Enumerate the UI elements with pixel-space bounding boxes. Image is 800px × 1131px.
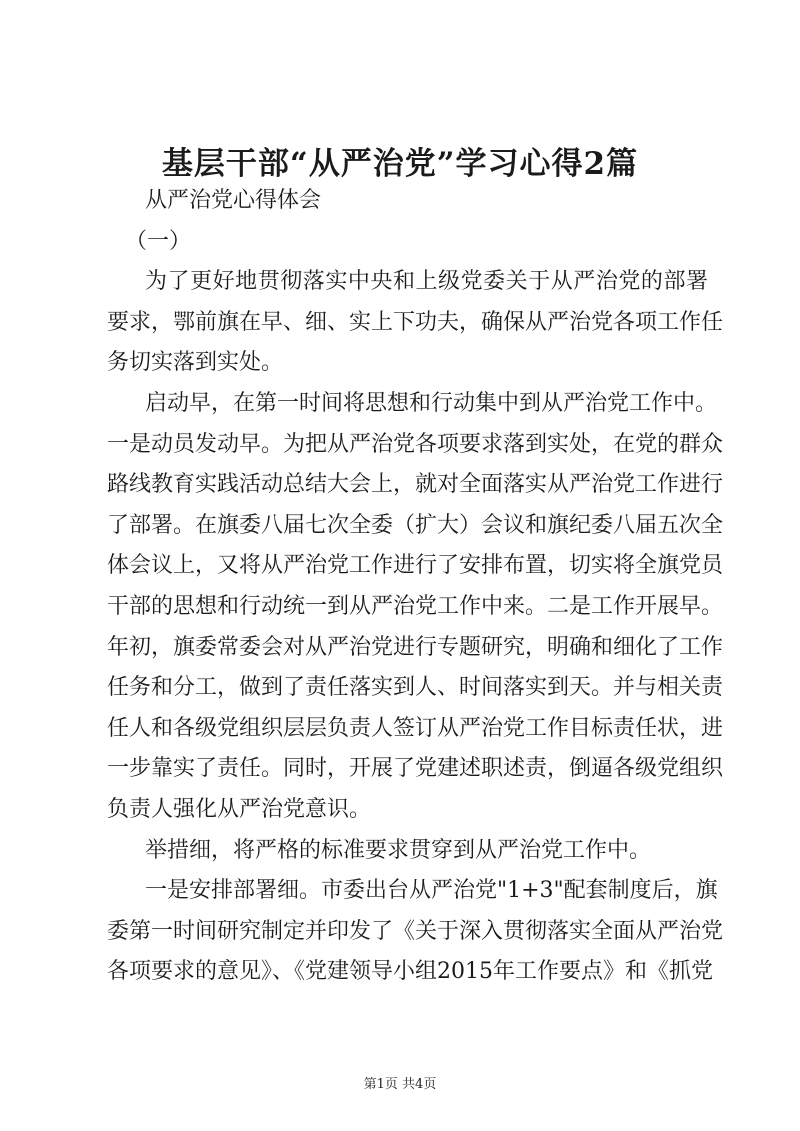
- text-line: 委第一时间研究制定并印发了《关于深入贯彻落实全面从严治党: [107, 918, 724, 944]
- text-line: 启动早，在第一时间将思想和行动集中到从严治党工作中。: [145, 390, 718, 416]
- subtitle: 从严治党心得体会: [145, 188, 322, 213]
- text-line: 要求，鄂前旗在早、细、实上下功夫，确保从严治党各项工作任: [107, 309, 724, 335]
- text-line: 了部署。在旗委八届七次全委（扩大）会议和旗纪委八届五次全: [107, 512, 724, 538]
- text-line: 路线教育实践活动总结大会上，就对全面落实从严治党工作进行: [107, 472, 724, 498]
- text-line: 任人和各级党组织层层负责人签订从严治党工作目标责任状，进: [107, 715, 724, 741]
- text-line: 年初，旗委常委会对从严治党进行专题研究，明确和细化了工作: [107, 634, 724, 660]
- text-line: 一是安排部署细。市委出台从严治党"1+3"配套制度后，旗: [145, 878, 718, 904]
- text-line: 一是动员发动早。为把从严治党各项要求落到实处，在党的群众: [107, 431, 724, 457]
- text-line: 体会议上，又将从严治党工作进行了安排布置，切实将全旗党员: [107, 553, 724, 579]
- text-line: 各项要求的意见》、《党建领导小组2015年工作要点》和《抓党: [107, 959, 713, 985]
- text-line: 举措细，将严格的标准要求贯穿到从严治党工作中。: [145, 837, 652, 863]
- document-title: 基层干部“从严治党”学习心得2篇: [161, 146, 639, 182]
- section-heading: （一）: [125, 228, 192, 254]
- text-line: 务切实落到实处。: [107, 350, 284, 376]
- text-line: 为了更好地贯彻落实中央和上级党委关于从严治党的部署: [145, 269, 708, 295]
- document-body: [107, 181, 724, 993]
- page-footer: 第1页 共4页: [363, 1077, 437, 1092]
- text-line: 干部的思想和行动统一到从严治党工作中来。二是工作开展早。: [107, 593, 724, 619]
- text-line: 负责人强化从严治党意识。: [107, 796, 372, 822]
- text-line: 一步靠实了责任。同时，开展了党建述职述责，倒逼各级党组织: [107, 756, 724, 782]
- text-line: 任务和分工，做到了责任落实到人、时间落实到天。并与相关责: [107, 675, 724, 701]
